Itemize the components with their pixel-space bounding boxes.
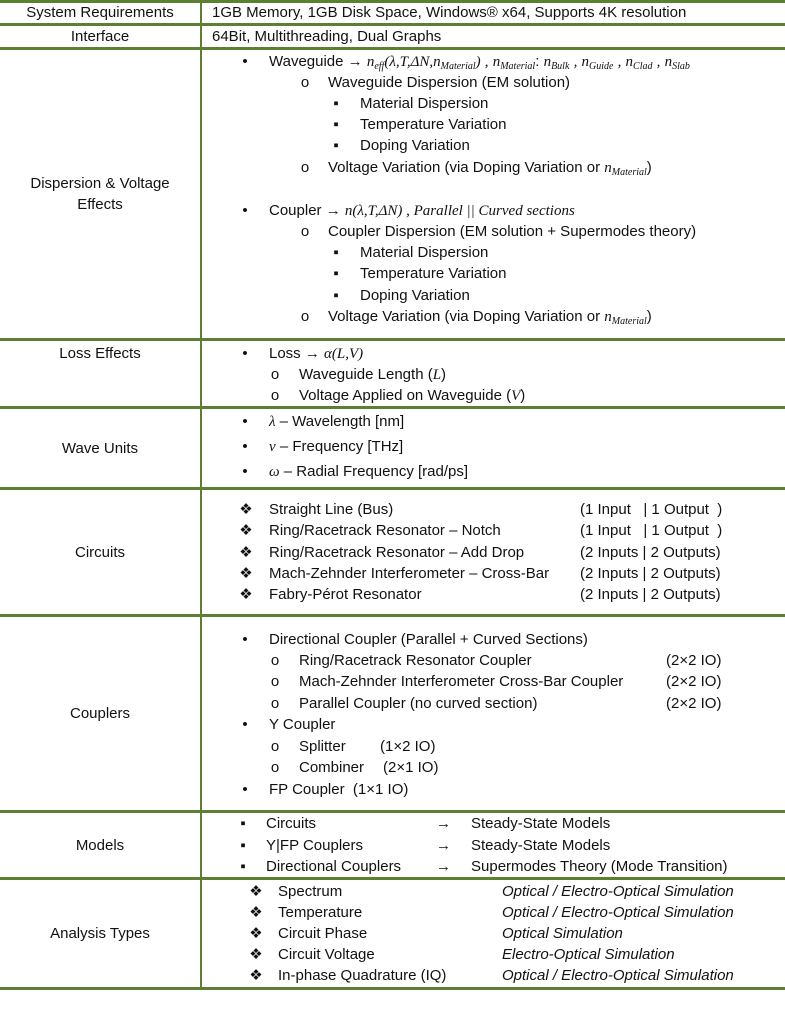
model-name: Circuits xyxy=(266,815,317,832)
diamond-bullet-icon: ❖ xyxy=(239,565,253,582)
circle-bullet-icon: o xyxy=(270,738,280,755)
coupler-item: Material Dispersion xyxy=(360,244,489,261)
analysis-sim: Optical / Electro-Optical Simulation xyxy=(502,967,734,984)
coupler-dispersion: Coupler Dispersion (EM solution + Supermodes theory) xyxy=(328,223,697,240)
waveguide-name: Waveguide xyxy=(269,53,344,70)
arrow: → xyxy=(436,858,451,875)
square-bullet-icon: ▪ xyxy=(333,287,339,304)
circuit-io: (1 Input | 1 Output ) xyxy=(580,522,723,539)
waveguide-item: Temperature Variation xyxy=(360,116,507,133)
waveguide-voltage: Voltage Variation (via Doping Variation or $n_{Material}$) xyxy=(328,159,652,178)
diamond-bullet-icon: ❖ xyxy=(239,544,253,561)
waveguide-line: Waveguide → $n_{eff}(\lambda,T,\Delta N,n_{Material})$ , $n_{Material}$: $n_{Bulk}$ , $n_{Guide}$ , $n_{Clad}$ , $n_{Slab}$ xyxy=(269,53,690,72)
rule xyxy=(0,338,785,341)
square-bullet-icon: ▪ xyxy=(240,815,246,832)
rule-bottom xyxy=(0,987,785,990)
wave-units-label: Wave Units xyxy=(61,439,139,457)
dispersion-label xyxy=(0,50,200,338)
circuit-name: Mach-Zehnder Interferometer – Cross-Bar xyxy=(269,565,550,582)
circuit-name: Straight Line (Bus) xyxy=(269,501,394,518)
directional-item: Ring/Racetrack Resonator Coupler xyxy=(299,652,532,669)
circuit-name: Ring/Racetrack Resonator – Notch xyxy=(269,522,501,539)
circle-bullet-icon: o xyxy=(300,223,310,240)
circuit-io: (1 Input | 1 Output ) xyxy=(580,501,723,518)
column-divider xyxy=(200,0,202,990)
bullet-dot-icon: • xyxy=(242,53,248,70)
analysis-sim: Optical / Electro-Optical Simulation xyxy=(502,883,734,900)
coupler-voltage: Voltage Variation (via Doping Variation or $n_{Material}$) xyxy=(328,308,652,327)
system-requirements-value: 1GB Memory, 1GB Disk Space, Windows® x64, Supports 4K resolution xyxy=(212,4,687,21)
bullet-dot-icon: • xyxy=(242,413,248,430)
diamond-bullet-icon: ❖ xyxy=(249,904,263,921)
square-bullet-icon: ▪ xyxy=(240,837,246,854)
directional-io: (2×2 IO) xyxy=(666,695,722,712)
waveguide-dispersion: Waveguide Dispersion (EM solution) xyxy=(328,74,571,91)
diamond-bullet-icon: ❖ xyxy=(249,946,263,963)
coupler-name: Coupler xyxy=(269,202,322,219)
interface-value: 64Bit, Multithreading, Dual Graphs xyxy=(212,28,442,45)
diamond-bullet-icon: ❖ xyxy=(249,967,263,984)
bullet-dot-icon: • xyxy=(242,345,248,362)
square-bullet-icon: ▪ xyxy=(240,858,246,875)
square-bullet-icon: ▪ xyxy=(333,244,339,261)
arrow: → xyxy=(347,53,363,70)
analysis-label: Analysis Types xyxy=(50,925,150,942)
bullet-dot-icon: • xyxy=(242,438,248,455)
coupler-item: Doping Variation xyxy=(360,287,470,304)
circle-bullet-icon: o xyxy=(270,695,280,712)
analysis-name: Circuit Voltage xyxy=(278,946,375,963)
loss-item: Waveguide Length (L) xyxy=(299,366,447,383)
loss-line: Loss → α(L,V) xyxy=(269,345,364,362)
loss-label: Loss Effects xyxy=(59,345,141,362)
circle-bullet-icon: o xyxy=(270,387,280,404)
y-io: (2×1 IO) xyxy=(383,759,439,776)
wave-unit: λ – Wavelength [nm] xyxy=(269,413,405,430)
square-bullet-icon: ▪ xyxy=(333,95,339,112)
circuit-io: (2 Inputs | 2 Outputs) xyxy=(580,586,721,603)
analysis-sim: Optical Simulation xyxy=(502,925,623,942)
circuit-name: Fabry-Pérot Resonator xyxy=(269,586,422,603)
dispersion-label-line1: Dispersion & Voltage xyxy=(30,175,170,192)
model-type: Steady-State Models xyxy=(471,815,611,832)
coupler-line xyxy=(269,200,575,221)
coupler-item: Temperature Variation xyxy=(360,265,507,282)
waveguide-item: Material Dispersion xyxy=(360,95,489,112)
bullet-dot-icon: • xyxy=(242,716,248,733)
square-bullet-icon: ▪ xyxy=(333,265,339,282)
interface-label: Interface xyxy=(70,28,130,45)
couplers-label: Couplers xyxy=(69,705,131,722)
diamond-bullet-icon: ❖ xyxy=(239,522,253,539)
analysis-name: Temperature xyxy=(278,904,363,921)
coupler-formula: n(λ,T,ΔN) , Parallel || Curved sections xyxy=(344,203,575,219)
y-item: Splitter xyxy=(299,738,346,755)
bullet-dot-icon: • xyxy=(242,463,248,480)
circle-bullet-icon: o xyxy=(300,74,310,91)
circle-bullet-icon: o xyxy=(270,652,280,669)
analysis-sim: Optical / Electro-Optical Simulation xyxy=(502,904,734,921)
diamond-bullet-icon: ❖ xyxy=(239,501,253,518)
bullet-dot-icon: • xyxy=(242,202,248,219)
circle-bullet-icon: o xyxy=(270,366,280,383)
model-type: Supermodes Theory (Mode Transition) xyxy=(471,858,728,875)
arrow: → xyxy=(325,202,341,219)
circuit-io: (2 Inputs | 2 Outputs) xyxy=(580,544,721,561)
circuits-label: Circuits xyxy=(74,543,125,561)
diamond-bullet-icon: ❖ xyxy=(249,925,263,942)
circle-bullet-icon: o xyxy=(270,759,280,776)
square-bullet-icon: ▪ xyxy=(333,137,339,154)
model-type: Steady-State Models xyxy=(471,837,611,854)
waveguide-item: Doping Variation xyxy=(360,137,470,154)
circle-bullet-icon: o xyxy=(270,673,280,690)
arrow: → xyxy=(436,815,451,832)
wave-unit: ν – Frequency [THz] xyxy=(269,438,404,455)
fp-coupler: FP Coupler (1×1 IO) xyxy=(269,781,409,798)
loss-item: Voltage Applied on Waveguide (V) xyxy=(299,387,526,404)
bullet-dot-icon: • xyxy=(242,631,248,648)
model-name: Directional Couplers xyxy=(266,858,402,875)
circle-bullet-icon: o xyxy=(300,308,310,325)
dispersion-label-line2: Effects xyxy=(77,196,123,213)
y-item: Combiner xyxy=(299,759,365,776)
directional-io: (2×2 IO) xyxy=(666,673,722,690)
system-requirements-label: System Requirements xyxy=(26,4,174,21)
analysis-name: In-phase Quadrature (IQ) xyxy=(278,967,447,984)
diamond-bullet-icon: ❖ xyxy=(249,883,263,900)
analysis-name: Circuit Phase xyxy=(278,925,368,942)
y-io: (1×2 IO) xyxy=(380,738,436,755)
directional-coupler: Directional Coupler (Parallel + Curved Sections) xyxy=(269,631,588,648)
directional-item: Mach-Zehnder Interferometer Cross-Bar Coupler xyxy=(299,673,624,690)
wave-unit: ω – Radial Frequency [rad/ps] xyxy=(269,463,469,480)
neff-formula: $n_{eff}(\lambda,T,\Delta N,n_{Material})$ xyxy=(366,54,481,72)
circuit-io: (2 Inputs | 2 Outputs) xyxy=(580,565,721,582)
analysis-name: Spectrum xyxy=(278,883,343,900)
circle-bullet-icon: o xyxy=(300,159,310,176)
directional-io: (2×2 IO) xyxy=(666,652,722,669)
models-label: Models xyxy=(75,836,125,854)
diamond-bullet-icon: ❖ xyxy=(239,586,253,603)
square-bullet-icon: ▪ xyxy=(333,116,339,133)
circuit-name: Ring/Racetrack Resonator – Add Drop xyxy=(269,544,525,561)
arrow: → xyxy=(436,837,451,854)
directional-item: Parallel Coupler (no curved section) xyxy=(299,695,538,712)
y-coupler: Y Coupler xyxy=(269,716,336,733)
bullet-dot-icon: • xyxy=(242,781,248,798)
analysis-sim: Electro-Optical Simulation xyxy=(502,946,675,963)
model-name: Y|FP Couplers xyxy=(266,837,363,854)
